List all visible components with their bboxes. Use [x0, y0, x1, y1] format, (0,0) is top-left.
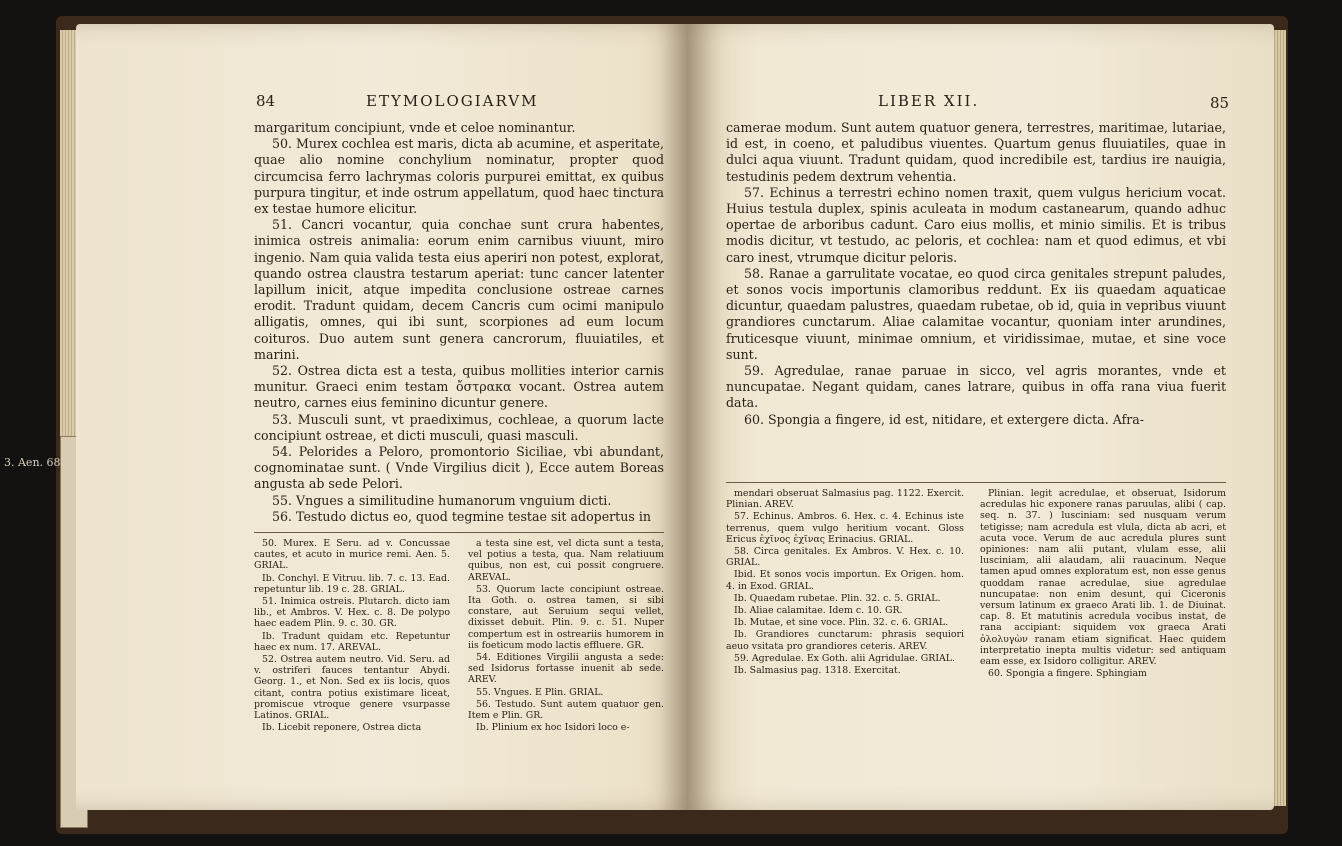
paragraph: 55. Vngues a similitudine humanorum vnguium dicti. — [272, 492, 612, 508]
right-notes-col2 — [980, 488, 1226, 680]
footnote: Ib. Aliae calamitae. Idem c. 10. GR. — [734, 605, 903, 617]
footnote: 58. Circa genitales. Ex Ambros. V. Hex. c. 10. GRIAL. — [726, 546, 964, 569]
right-body-text — [726, 120, 1226, 428]
footnote: 54. Editiones Virgilii angusta a sede: sed Isidorus fortasse inuenit ab sede. AREV. — [468, 652, 664, 686]
right-page — [688, 24, 1274, 810]
running-head-left: ETYMOLOGIARVM — [366, 92, 539, 110]
footnote: 52. Ostrea autem neutro. Vid. Seru. ad v. ostriferi fauces tentantur Abydi. Georg. 1., et Non. Sed ex iis locis, quos citant, contra potius existimare liceat, promiscue vtroque genere vsurpasse Latinos. GRIAL. — [254, 654, 450, 722]
footnote: Plinian. legit acredulae, et obseruat, Isidorum acredulas hic exponere ranas paruulas, alibi ( cap. seq. n. 37. ) lusciniam: sed nusquam verum tetigisse; nam acredula est vlula, dicta ab acri, et acuta voce. Verum de auc acredula plures sunt opiniones: nam alii putant, vlulam esse, alii lusciniam, alii alaudam, alii rauacinum. Neque tamen apud omnes exploratum est, non esse genus quoddam ranae acredulae, siue agredulae nuncupatae: non enim desunt, qui Ciceronis versum latinum ex graeco Arati lib. 1. de Diuinat. cap. 8. Et matutinis acredula vocibus instat, de rana accipiant: siquidem vox graeca Arati ὀλολυγὼν ranam etiam significat. Haec quidem interpretatio inepta multis videtur: sed antiquam eam esse, ex Isidoro colligitur. AREV. — [980, 488, 1226, 668]
footnote: 57. Echinus. Ambros. 6. Hex. c. 4. Echinus iste terrenus, quem vulgo heritium vocant. Gloss Ericus ἐχῖνος ἐχῖνας Erinacius. GRIAL. — [726, 511, 964, 545]
footnote: Ib. Tradunt quidam etc. Repetuntur haec ex num. 17. AREVAL. — [254, 630, 450, 653]
paragraph: 51. Cancri vocantur, quia conchae sunt crura habentes, inimica ostreis animalia: eorum enim carnibus viuunt, miro ingenio. Nam quia valida testa eius aperiri non potest, explorat, quando ostrea claustra testarum aperiat: tunc cancer latenter lapillum inicit, atque impedita conclusione ostreae carnes erodit. Tradunt quidam, decem Cancris cum ocimi manipulo alligatis, omnes, qui ibi sunt, scorpiones ad eum locum coituros. Duo autem sunt genera cancrorum, fluuiatiles, et marini. — [254, 217, 664, 362]
left-notes-col1 — [254, 538, 450, 734]
paragraph: 50. Murex cochlea est maris, dicta ab acumine, et asperitate, quae alio nomine conchylium nominatur, propter quod circumcisa ferro lachrymas coloris purpurei emittat, ex quibus purpura tingitur, et inde ostrum appellatum, quod haec tinctura ex testae humore elicitur. — [254, 136, 664, 217]
footnote: Ib. Grandiores cunctarum: phrasis sequiori aeuo vsitata pro grandiores ceteris. AREV. — [726, 629, 964, 652]
footnote: Ib. Mutae, et sine voce. Plin. 32. c. 6. GRIAL. — [734, 617, 949, 629]
page-number-left: 84 — [256, 92, 276, 110]
page-number-right: 85 — [1210, 94, 1230, 112]
paragraph: camerae modum. Sunt autem quatuor genera, terrestres, maritimae, lutariae, id est, in coeno, et paludibus viuentes. Quartum genus fluuiatiles, quae in dulci aqua viuunt. Tradunt quidam, quod incredibile est, tardius ire nauigia, testudinis pedem dextrum vehentia. — [726, 120, 1226, 184]
footnote: Ib. Salmasius pag. 1318. Exercitat. — [734, 665, 901, 677]
left-notes-col2 — [468, 538, 664, 734]
footnote: 60. Spongia a fingere. Sphingiam — [988, 668, 1147, 680]
footnote: mendari obseruat Salmasius pag. 1122. Exercit. Plinian. AREV. — [726, 488, 964, 511]
paragraph: 56. Testudo dictus eo, quod tegmine testae sit adopertus in — [272, 508, 651, 524]
paragraph: 59. Agredulae, ranae paruae in sicco, vel agris morantes, vnde et nuncupatae. Negant quidam, canes latrare, quibus in offa rana viua fuerit data. — [726, 363, 1226, 411]
footnote: Ib. Quaedam rubetae. Plin. 32. c. 5. GRIAL. — [734, 592, 941, 604]
margin-reference: 3. Aen. 687. — [4, 456, 72, 469]
footnote: a testa sine est, vel dicta sunt a testa, vel potius a testa, qua. Nam relatiuum quibus, non est, cui possit congruere. AREVAL. — [468, 538, 664, 583]
footnote: Ibid. Et sonos vocis importun. Ex Origen. hom. 4. in Exod. GRIAL. — [726, 569, 964, 592]
footnote: 55. Vngues. E Plin. GRIAL. — [476, 686, 604, 698]
footnote: 50. Murex. E Seru. ad v. Concussae cautes, et acuto in murice remi. Aen. 5. GRIAL. — [254, 538, 450, 572]
left-page — [76, 24, 688, 810]
footnote: 53. Quorum lacte concipiunt ostreae. Ita Goth. o. ostrea tamen, si sibi constare, aut Seruium sequi vellet, dixisset debuit. Plin. 9. c. 51. Nuper compertum est in ostreariis humorem in iis foeticum modo lactis effluere. GR. — [468, 583, 664, 651]
paragraph: 53. Musculi sunt, vt praediximus, cochleae, a quorum lacte concipiunt ostreae, et dicti musculi, quasi masculi. — [254, 411, 664, 443]
footnote: Ib. Plinium ex hoc Isidori loco e- — [476, 722, 630, 734]
paragraph: 60. Spongia a fingere, id est, nitidare, et extergere dicta. Afra- — [744, 411, 1145, 427]
page-edges-right — [1272, 30, 1286, 806]
paragraph: margaritum concipiunt, vnde et celoe nominantur. — [254, 120, 576, 135]
right-notes-col1 — [726, 488, 964, 677]
footnote: Ib. Licebit reponere, Ostrea dicta — [262, 722, 422, 734]
running-head-right: LIBER XII. — [878, 92, 980, 110]
paragraph: 57. Echinus a terrestri echino nomen traxit, quem vulgus hericium vocat. Huius testula duplex, spinis aculeata in modum castanearum, quando adhuc opertae de arboribus cadunt. Caro eius mollis, et minio similis. Et is tribus modis dicitur, vt testudo, ac peloris, et cochlea: nam et quod edimus, et vbi caro inest, vtrumque dicitur peloris. — [726, 184, 1226, 265]
footnote: 51. Inimica ostreis. Plutarch. dicto iam lib., et Ambros. V. Hex. c. 8. De polypo haec eadem Plin. 9. c. 30. GR. — [254, 596, 450, 630]
paragraph: 54. Pelorides a Peloro, promontorio Siciliae, vbi abundant, cognominatae sunt. ( Vnde Virgilius dicit ), Ecce autem Boreas angusta ab sede Pelori. — [254, 444, 664, 492]
footnote-rule-left — [254, 532, 664, 533]
paragraph: 58. Ranae a garrulitate vocatae, eo quod circa genitales strepunt paludes, et sonos vocis importunis clamoribus reddunt. Ex iis quaedam aquaticae dicuntur, quaedam palustres, quaedam rubetae, ob id, quia in vepribus viuunt grandiores cunctarum. Aliae calamitae vocantur, quoniam inter arundines, fruticesque viuunt, minimae omnium, et viridissimae, mutae, et sine voce sunt. — [726, 265, 1226, 362]
footnote-rule-right — [726, 482, 1226, 483]
left-body-text — [254, 120, 664, 525]
footnote: 59. Agredulae. Ex Goth. alii Agridulae. GRIAL. — [734, 652, 956, 664]
footnote: 56. Testudo. Sunt autem quatuor gen. Item e Plin. GR. — [468, 698, 664, 722]
paragraph: 52. Ostrea dicta est a testa, quibus mollities interior carnis munitur. Graeci enim testam ὄστρακα vocant. Ostrea autem neutro, carnes eius feminino dicuntur genere. — [254, 363, 664, 411]
footnote: Ib. Conchyl. E Vitruu. lib. 7. c. 13. Ead. repetuntur lib. 19 c. 28. GRIAL. — [254, 572, 450, 595]
